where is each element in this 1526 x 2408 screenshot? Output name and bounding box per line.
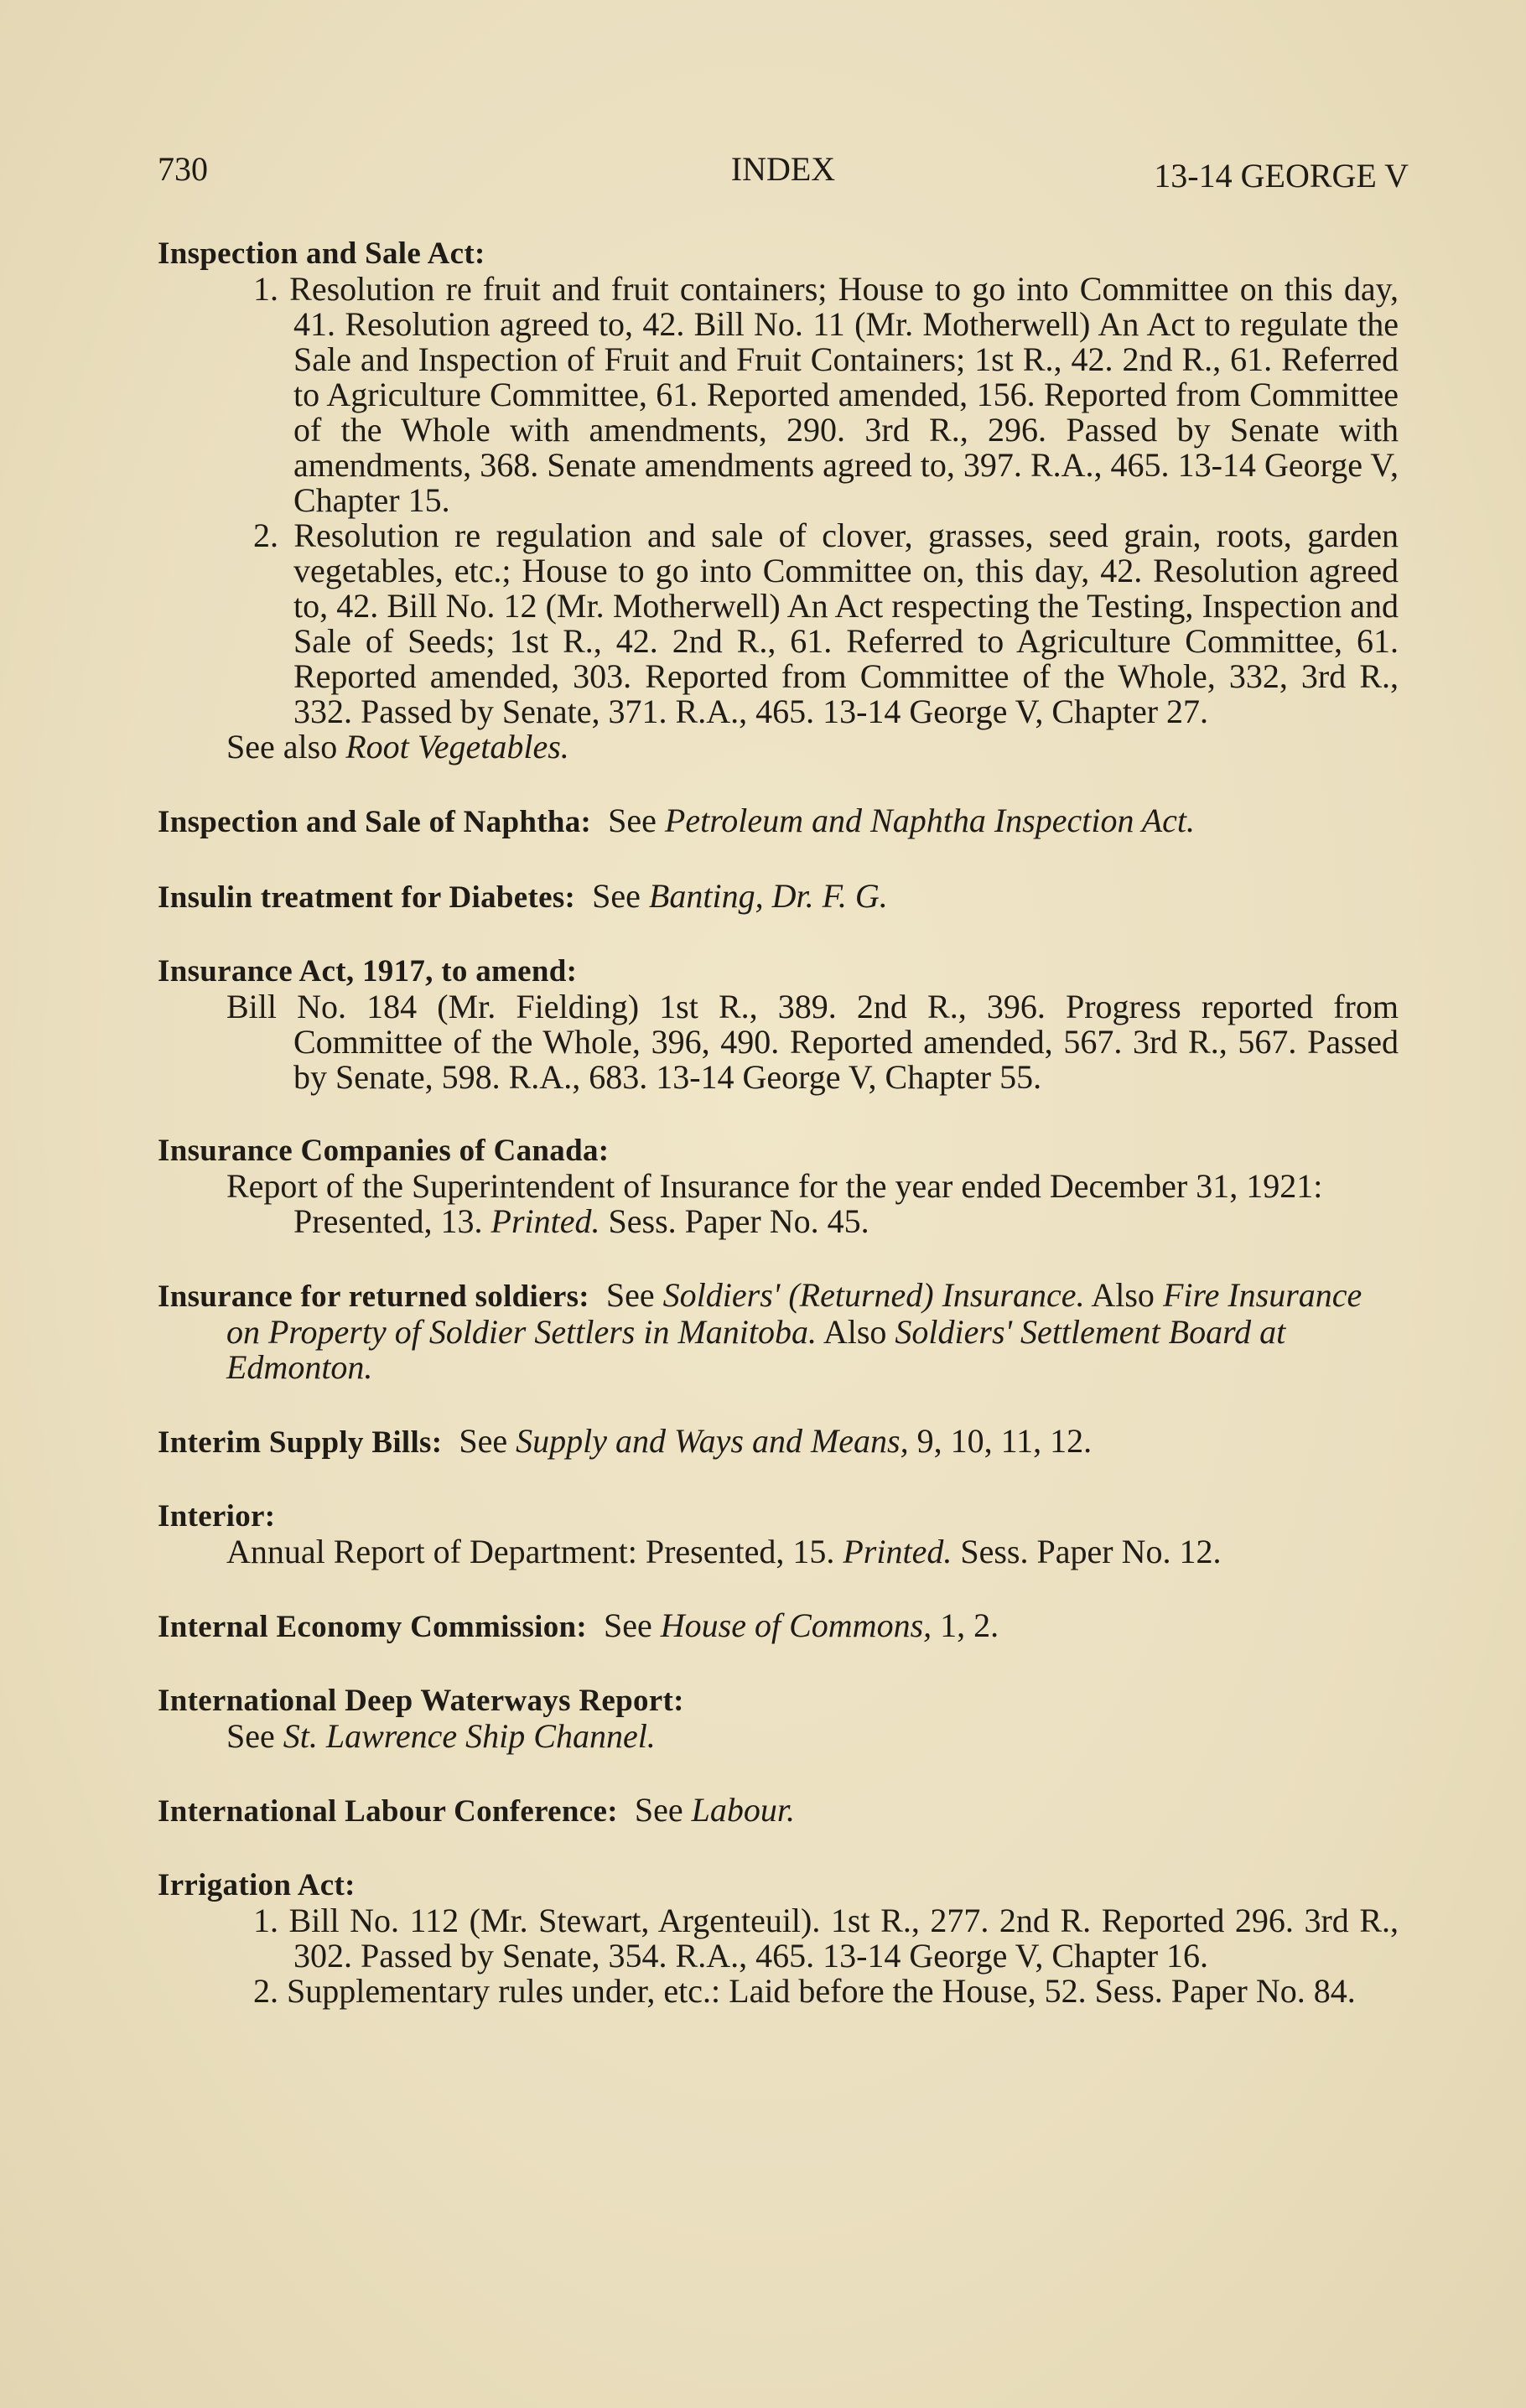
entry-heading: Insulin treatment for Diabetes: — [158, 880, 576, 915]
entry-paragraph: Bill No. 184 (Mr. Fielding) 1st R., 389. 2nd R., 396. Progress reported from Committee of the Whole, 396, 490. Reported amended, 567. 3rd R., 567. Passed by Senate, 598. R.A., 683. 13-14 George V, Chapter 55. — [226, 988, 1399, 1096]
printed-note: Printed. — [490, 1202, 600, 1240]
page-refs: 1, 2. — [940, 1606, 999, 1644]
index-entry — [158, 1134, 1399, 1239]
see-word: See — [604, 1606, 652, 1644]
also-word: Also — [1091, 1276, 1155, 1314]
see-also — [158, 729, 1399, 765]
entry-paragraph — [158, 1169, 1399, 1239]
entry-heading: Insurance Act, 1917, to amend: — [158, 954, 578, 989]
index-entry — [158, 236, 1399, 765]
see-word: See — [634, 1791, 683, 1829]
entry-heading: International Deep Waterways Report: — [158, 1684, 684, 1718]
sessional-paper: Sess. Paper No. 12. — [960, 1533, 1222, 1570]
see-also-prefix: See also — [226, 728, 338, 765]
entry-item: 2. Resolution re regulation and sale of clover, grasses, seed grain, roots, garden vegetables, etc.; House to go into Committee on, this day, 42. Resolution agreed to, 42. Bill No. 12 (Mr. Motherwell) An Act respecting the Testing, Inspection and Sale of Seeds; 1st R., 42. 2nd R., 61. Referred to Agriculture Committee, 61. Reported amended, 303. Reported from Committee of the Whole, 332, 3rd R., 332. Passed by Senate, 371. R.A., 465. 13-14 George V, Chapter 27. — [253, 516, 1399, 730]
paragraph-text: Annual Report of Department: Presented, 15. — [226, 1533, 835, 1570]
entry-heading: Insurance for returned soldiers: — [158, 1279, 589, 1314]
cross-reference: Soldiers' (Returned) Insurance. — [662, 1276, 1085, 1314]
see-word: See — [592, 877, 641, 915]
index-entry — [158, 1278, 1399, 1385]
entry-line — [158, 1278, 1399, 1385]
cross-reference: Fire Insurance on Property of Soldier Settlers in Manitoba. — [226, 1276, 1362, 1351]
running-head: 13-14 GEORGE V — [1154, 157, 1409, 195]
index-entry — [158, 1684, 1399, 1754]
see-word: See — [605, 1276, 655, 1314]
index-entry — [158, 1499, 1399, 1570]
page-refs: 9, 10, 11, 12. — [916, 1422, 1093, 1460]
index-entry — [158, 803, 1399, 840]
entry-heading: Insurance Companies of Canada: — [158, 1134, 610, 1168]
index-entry — [158, 1793, 1399, 1829]
entry-item: 1. Resolution re fruit and fruit containers; House to go into Committee on this day, 41. Resolution agreed to, 42. Bill No. 11 (Mr. Motherwell) An Act to regulate the Sale and Inspection of Fruit and Fruit Containers; 1st R., 42. 2nd R., 61. Referred to Agriculture Committee, 61. Reported amended, 156. Reported from Committee of the Whole with amendments, 290. 3rd R., 296. Passed by Senate with amendments, 368. Senate amendments agreed to, 397. R.A., 465. 13-14 George V, Chapter 15. — [253, 270, 1399, 519]
index-entry — [158, 879, 1399, 916]
see-line — [158, 1719, 1399, 1754]
also-word: Also — [823, 1313, 887, 1351]
entry-heading: Inspection and Sale of Naphtha: — [158, 805, 592, 839]
see-word: See — [608, 802, 657, 839]
cross-reference: Labour. — [691, 1791, 795, 1829]
see-also-ref: Root Vegetables. — [345, 728, 569, 765]
entry-heading: Interior: — [158, 1499, 276, 1534]
cross-reference: St. Lawrence Ship Channel. — [283, 1717, 656, 1755]
cross-reference: Supply and Ways and Means, — [516, 1422, 909, 1460]
cross-reference: House of Commons, — [660, 1606, 932, 1644]
sessional-paper: Sess. Paper No. 45. — [608, 1202, 869, 1240]
printed-note: Printed. — [843, 1533, 952, 1570]
index-entry — [158, 1608, 1399, 1645]
cross-reference: Soldiers' Settlement Board at Edmonton. — [226, 1313, 1286, 1386]
index-entry — [158, 1424, 1399, 1461]
see-word: See — [459, 1422, 508, 1460]
entry-heading: Internal Economy Commission: — [158, 1610, 588, 1644]
page-number: 730 — [158, 150, 208, 188]
entry-item: 1. Bill No. 112 (Mr. Stewart, Argenteuil). 1st R., 277. 2nd R. Reported 296. 3rd R., 302. Passed by Senate, 354. R.A., 465. 13-14 George V, Chapter 16. — [253, 1902, 1399, 1975]
cross-reference: Petroleum and Naphtha Inspection Act. — [664, 802, 1196, 839]
index-content — [158, 236, 1399, 2047]
entry-heading: Inspection and Sale Act: — [158, 236, 485, 271]
see-word: See — [226, 1717, 275, 1755]
cross-reference: Banting, Dr. F. G. — [648, 877, 888, 915]
page-header — [158, 149, 1409, 200]
entry-heading: Interim Supply Bills: — [158, 1425, 443, 1460]
paragraph-text: Report of the Superintendent of Insurance for the year ended December 31, 1921: Presented, 13. — [226, 1167, 1323, 1240]
entry-heading: International Labour Conference: — [158, 1794, 618, 1829]
entry-heading: Irrigation Act: — [158, 1868, 356, 1902]
page-title: INDEX — [730, 150, 836, 188]
entry-item: 2. Supplementary rules under, etc.: Laid before the House, 52. Sess. Paper No. 84. — [253, 1972, 1356, 2010]
index-entry — [158, 954, 1399, 1095]
entry-paragraph — [158, 1534, 1399, 1570]
index-entry — [158, 1868, 1399, 2009]
